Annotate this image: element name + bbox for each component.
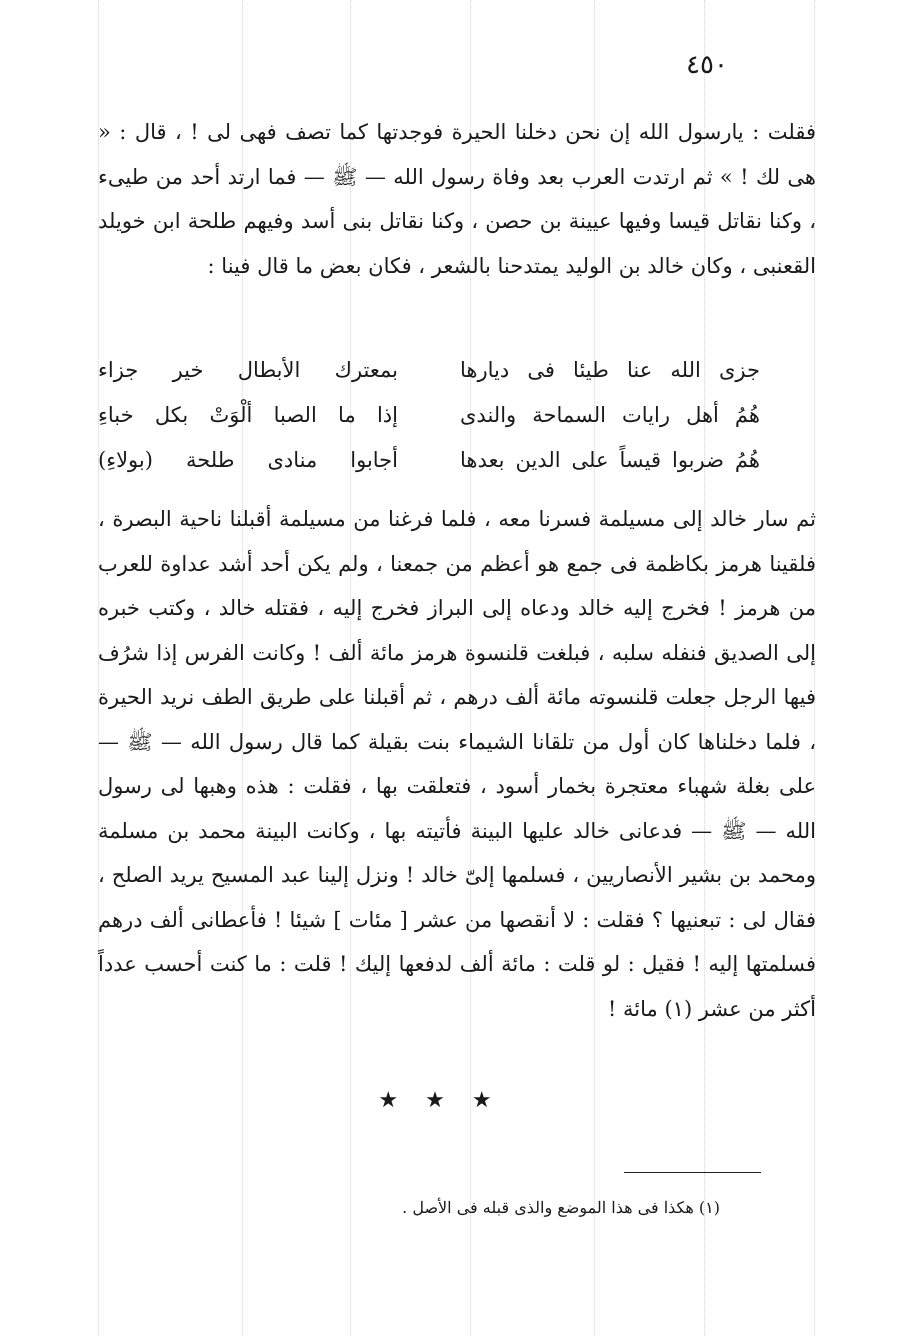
verse-2 — [98, 393, 760, 438]
verse-first-hemistich: هُمُ أهل رايات السماحة والندى — [460, 403, 760, 427]
footnote: (١) هكذا فى هذا الموضع والذى قبله فى الأصل . — [402, 1198, 720, 1217]
paragraph-narrative: ثم سار خالد إلى مسيلمة فسرنا معه ، فلما فرغنا من مسيلمة أقبلنا ناحية البصرة ، فلقينا هرمز بكاظمة فى جمع هو أعظم من جمعنا ، ولم يكن أحد أشد عداوة للعرب من هرمز ! فخرج إليه خالد ودعاه إلى البراز فخرج إليه ، فقتله خالد ، وكتب خبره إلى الصديق فنفله سلبه ، فبلغت قلنسوة هرمز مائة ألف ! وكانت الفرس إذا شرُف فيها الرجل جعلت قلنسوته مائة ألف درهم ، ثم أقبلنا على طريق الطف نريد الحيرة ، فلما دخلناها كان أول من تلقانا الشيماء بنت بقيلة كما قال رسول الله — ﷺ — على بغلة شهباء معتجرة بخمار أسود ، فتعلقت بها ، فقلت : هذه وهبها لى رسول الله — ﷺ — فدعانى خالد عليها البينة فأتيته بها ، وكانت البينة محمد بن مسلمة ومحمد بن بشير الأنصاريين ، فسلمها إلىّ خالد ! ونزل إلينا عبد المسيح يريد الصلح ، فقال لى : تبعنيها ؟ فقلت : لا أنقصها من عشر [ مئات ] شيئا ! فأعطانى ألف درهم فسلمتها إليه ! فقيل : لو قلت : مائة ألف لدفعها إليك ! قلت : ما كنت أحسب عدداً أكثر من عشر (١) مائة ! — [98, 507, 816, 1021]
verse-1 — [98, 348, 760, 393]
footnote-rule — [624, 1172, 761, 1173]
verse-second-hemistich: بمعترك الأبطال خير جزاء — [98, 358, 398, 382]
paragraph-intro: فقلت : يارسول الله إن نحن دخلنا الحيرة فوجدتها كما تصف فهى لى ! ، قال : « هى لك ! » ثم ارتدت العرب بعد وفاة رسول الله — ﷺ — فما ارتد أحد من طيىء ، وكنا نقاتل قيسا وفيها عيينة بن حصن ، وكنا نقاتل بنى أسد وفيهم طلحة ابن خويلد القعنبى ، وكان خالد بن الوليد يمتدحنا بالشعر ، فكان بعض ما قال فينا : — [98, 120, 816, 278]
verse-second-hemistich: أجابوا منادى طلحة (بولاءِ) — [98, 448, 398, 472]
page-number: ٤٥٠ — [686, 50, 728, 80]
verse-3 — [98, 438, 760, 483]
verse-second-hemistich: إذا ما الصبا ألْوَتْ بكل خباءِ — [98, 403, 398, 427]
section-separator: ★ ★ ★ — [378, 1088, 502, 1113]
verse-first-hemistich: جزى الله عنا طيئا فى ديارها — [460, 358, 760, 382]
poem — [98, 348, 760, 483]
verse-first-hemistich: هُمُ ضربوا قيساً على الدين بعدها — [460, 448, 760, 472]
